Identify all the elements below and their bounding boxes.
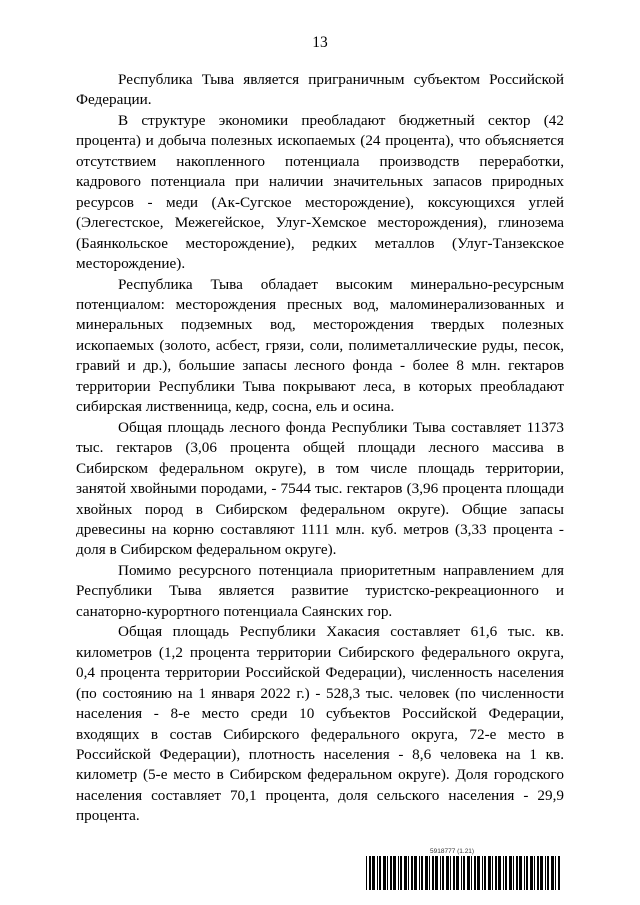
barcode-bar <box>463 856 465 890</box>
paragraph-economy-structure: В структуре экономики преобладают бюджетный сектор (42 процента) и добыча полезных ископаемых (24 процента), что объясняется отсутствием накопленного потенциала производств переработки, кадрового потенциала при наличии значительных запасов природных ресурсов - меди (Ак-Сугское месторождение), коксующихся углей (Элегестское, Межегейское, Улуг-Хемское месторождения), глинозема (Баянкольское месторождение), редких металлов (Улуг-Танзекское месторождение). <box>76 111 564 273</box>
paragraph-tourism: Помимо ресурсного потенциала приоритетным направлением для Республики Тыва является развитие туристско-рекреационного и санаторно-курортного потенциала Саянских гор. <box>76 561 564 620</box>
paragraph-border-status: Республика Тыва является приграничным субъектом Российской Федерации. <box>76 71 564 109</box>
barcode-bar <box>435 856 438 890</box>
barcode-bar <box>377 856 378 890</box>
barcode-icon <box>366 856 562 890</box>
paragraph-mineral-resources: Республика Тыва обладает высоким минерально-ресурсным потенциалом: месторождения пресных вод, маломинерализованных и минеральных подземных вод, месторождения твердых полезных ископаемых (золото, асбест, грязи, соли, полиметаллические руды, песок, гравий и др.), большие запасы лесного фонда - более 8 млн. гектаров территории Республики Тыва покрывают леса, в которых преобладают сибирская лиственница, кедр, сосна, ель и осина. <box>76 275 564 416</box>
barcode-bar <box>484 856 486 890</box>
barcode-bar <box>488 856 491 890</box>
barcode-bar <box>509 856 512 890</box>
barcode-bar <box>393 856 396 890</box>
barcode-bar <box>558 856 560 890</box>
barcode-bar <box>400 856 402 890</box>
barcode-bar <box>540 856 543 890</box>
document-body <box>76 70 564 827</box>
barcode-bar <box>432 856 434 890</box>
barcode-bar <box>530 856 533 890</box>
barcode-bar <box>411 856 413 890</box>
paragraph-forest-fund: Общая площадь лесного фонда Республики Тыва составляет 11373 тыс. гектаров (3,06 процента общей площади лесного массива в Сибирском федеральном округе), в том числе площадь территории, занятой хвойными породами, - 7544 тыс. гектаров (3,96 процента площади хвойных пород в Сибирском федеральном округе). Общие запасы древесины на корню составляют 1111 млн. куб. метров (3,33 процента - доля в Сибирском федеральном округе). <box>76 418 564 559</box>
barcode-bar <box>547 856 549 890</box>
barcode-bar <box>492 856 493 890</box>
barcode-bar <box>526 856 528 890</box>
barcode-bar <box>414 856 417 890</box>
barcode-bar <box>524 856 525 890</box>
barcode-bar <box>390 856 392 890</box>
barcode-bar <box>519 856 522 890</box>
barcode-bar <box>537 856 539 890</box>
barcode-bar <box>404 856 407 890</box>
barcode-bar <box>555 856 556 890</box>
barcode-bar <box>461 856 462 890</box>
page-number: 13 <box>312 34 328 51</box>
barcode-bar <box>495 856 497 890</box>
barcode-bar <box>545 856 546 890</box>
barcode-bar <box>442 856 444 890</box>
barcode-bar <box>551 856 554 890</box>
barcode-bar <box>383 856 386 890</box>
barcode-bar <box>440 856 441 890</box>
barcode-bar <box>453 856 455 890</box>
barcode-bar <box>467 856 470 890</box>
barcode-bar <box>503 856 504 890</box>
barcode-bar <box>372 856 375 890</box>
barcode-bar <box>408 856 409 890</box>
barcode-bar <box>398 856 399 890</box>
barcode-bar <box>477 856 480 890</box>
barcode-bar <box>534 856 535 890</box>
barcode-bar <box>474 856 476 890</box>
barcode-bar <box>505 856 507 890</box>
barcode-bar <box>366 856 367 890</box>
footer-code: 5918777 (1.21) <box>430 848 475 855</box>
barcode-bar <box>379 856 381 890</box>
barcode-bar <box>482 856 483 890</box>
barcode-bar <box>419 856 420 890</box>
barcode-bar <box>446 856 449 890</box>
barcode-bar <box>421 856 423 890</box>
paragraph-khakassia-population: Общая площадь Республики Хакасия составляет 61,6 тыс. кв. километров (1,2 процента территории Сибирского федерального округа, 0,4 процента территории Российской Федерации), численность населения (по состоянию на 1 января 2022 г.) - 528,3 тыс. человек (по численности населения - 8-е место среди 10 субъектов Российской Федерации, входящих в состав Сибирского федерального округа, 72-е место в Российской Федерации), плотность населения - 8,6 человека на 1 кв. километр (5-е место в Сибирском федеральном округе). Доля городского населения составляет 70,1 процента, доля сельского населения - 29,9 процента. <box>76 623 564 825</box>
barcode-bar <box>425 856 428 890</box>
barcode-bar <box>456 856 459 890</box>
barcode-bar <box>450 856 451 890</box>
barcode-bar <box>516 856 518 890</box>
barcode-bar <box>369 856 371 890</box>
barcode-bar <box>513 856 514 890</box>
barcode-bar <box>429 856 430 890</box>
barcode-bar <box>387 856 388 890</box>
barcode-bar <box>471 856 472 890</box>
barcode-bar <box>498 856 501 890</box>
